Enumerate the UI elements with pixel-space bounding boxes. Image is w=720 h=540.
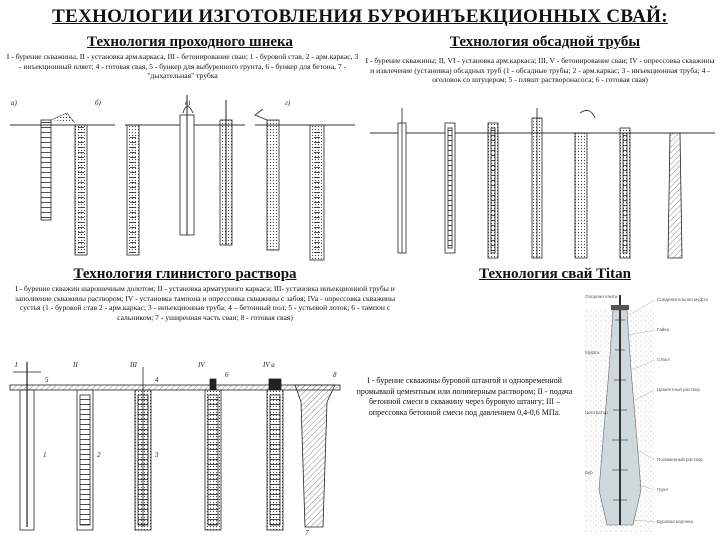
- titan-title: Технология свай Titan: [479, 266, 631, 282]
- clay-diagram: [5, 357, 350, 537]
- casing-diagram: [370, 108, 715, 263]
- clay-title: Технология глинистого раствора: [73, 266, 297, 282]
- main-title: ТЕХНОЛОГИИ ИЗГОТОВЛЕНИЯ БУРОИНЪЕКЦИОННЫХ СВАЙ:: [52, 6, 668, 27]
- titan-label-left-3: Центратор: [585, 410, 608, 415]
- clay-num-8: 8: [333, 371, 337, 379]
- clay-stage-IVa: IV а: [263, 361, 275, 369]
- auger-title: Технология проходного шнека: [87, 34, 293, 50]
- clay-stage-III: III: [130, 361, 137, 369]
- titan-diagram: [585, 290, 715, 535]
- titan-caption: I - бурение скважины буровой штангой и одновременной промывкой цементным или полимерным раствором; II - подача бетонной смеси в скважину через буровую штангу; III – опрессовка бетонной смеси под давлением 0,4-0,6 МПа.: [356, 376, 573, 417]
- clay-num-1: 1: [43, 451, 47, 459]
- auger-caption: I - бурение скважины, II - установка арм.каркаса, III - бетонирование сваи; 1 - буровой став, 2 - арм.каркас, 3 - инъекционный пляет; 4 - готовая свая, 5 - бункер для выбуренного грунта, 6 - бункер для бетона, 7 - "дыхательная" трубка: [6, 52, 359, 81]
- clay-num-4: 4: [155, 376, 159, 384]
- clay-num-3: 3: [155, 451, 159, 459]
- clay-stage-IV: IV: [198, 361, 205, 369]
- clay-num-7: 7: [305, 529, 309, 537]
- titan-label-6: Грунт: [657, 487, 669, 492]
- clay-num-6: 6: [225, 371, 229, 379]
- auger-label-b: б): [95, 99, 101, 107]
- clay-caption: I - бурение скважин шарошечным долотом; II - установка арматурного каркаса; III- установка инъекционной трубы и заполнение скважины раствором; IV - установка тампона и опрессовка скважины с забоя; IVa - опрессовка скважины сустья (1 - буровой став 2 - арм.каркас; 3 - инъекционная труба; 4 – бетонный пол; 5 - устьевой лоток; 6 - тампон с сальником; 7 - уширенная часть сваи; 8 - готовая свая): [14, 284, 396, 322]
- titan-label-left-2: Муфта: [585, 350, 600, 355]
- titan-label-5: Полимерный раствор: [657, 457, 703, 462]
- casing-title: Технология обсадной трубы: [449, 34, 641, 50]
- clay-stage-I: I: [15, 361, 18, 369]
- auger-diagram: [5, 95, 360, 265]
- casing-caption: I - бурение скважины; II, VI - установка арм.каркаса; III, V - бетонирование сваи; IV - опрессовка скважины и извлечение (установка) обсадных труб (1 - обсадные трубы; 2 - арм.каркас; 3 - инъекционная труба; 4 - оголовок со штуцером; 5 - пляшт растворонасоса; 6 - готовая свая): [365, 56, 715, 85]
- clay-num-2: 2: [97, 451, 101, 459]
- auger-label-d: г): [285, 99, 291, 107]
- clay-stage-II: II: [73, 361, 78, 369]
- titan-label-1: Соединительная муфта: [657, 297, 708, 302]
- titan-label-2: Гайка: [657, 327, 670, 332]
- titan-label-3: Ствол: [657, 357, 670, 362]
- clay-num-5: 5: [45, 376, 49, 384]
- auger-label-a: а): [11, 99, 17, 107]
- titan-label-7: Буровая коронка: [657, 519, 693, 524]
- titan-label-left-4: Бур: [585, 470, 593, 475]
- auger-label-c: в): [185, 99, 191, 107]
- titan-label-4: Цементный раствор: [657, 387, 700, 392]
- titan-label-left-1: Опорная плита: [585, 294, 618, 299]
